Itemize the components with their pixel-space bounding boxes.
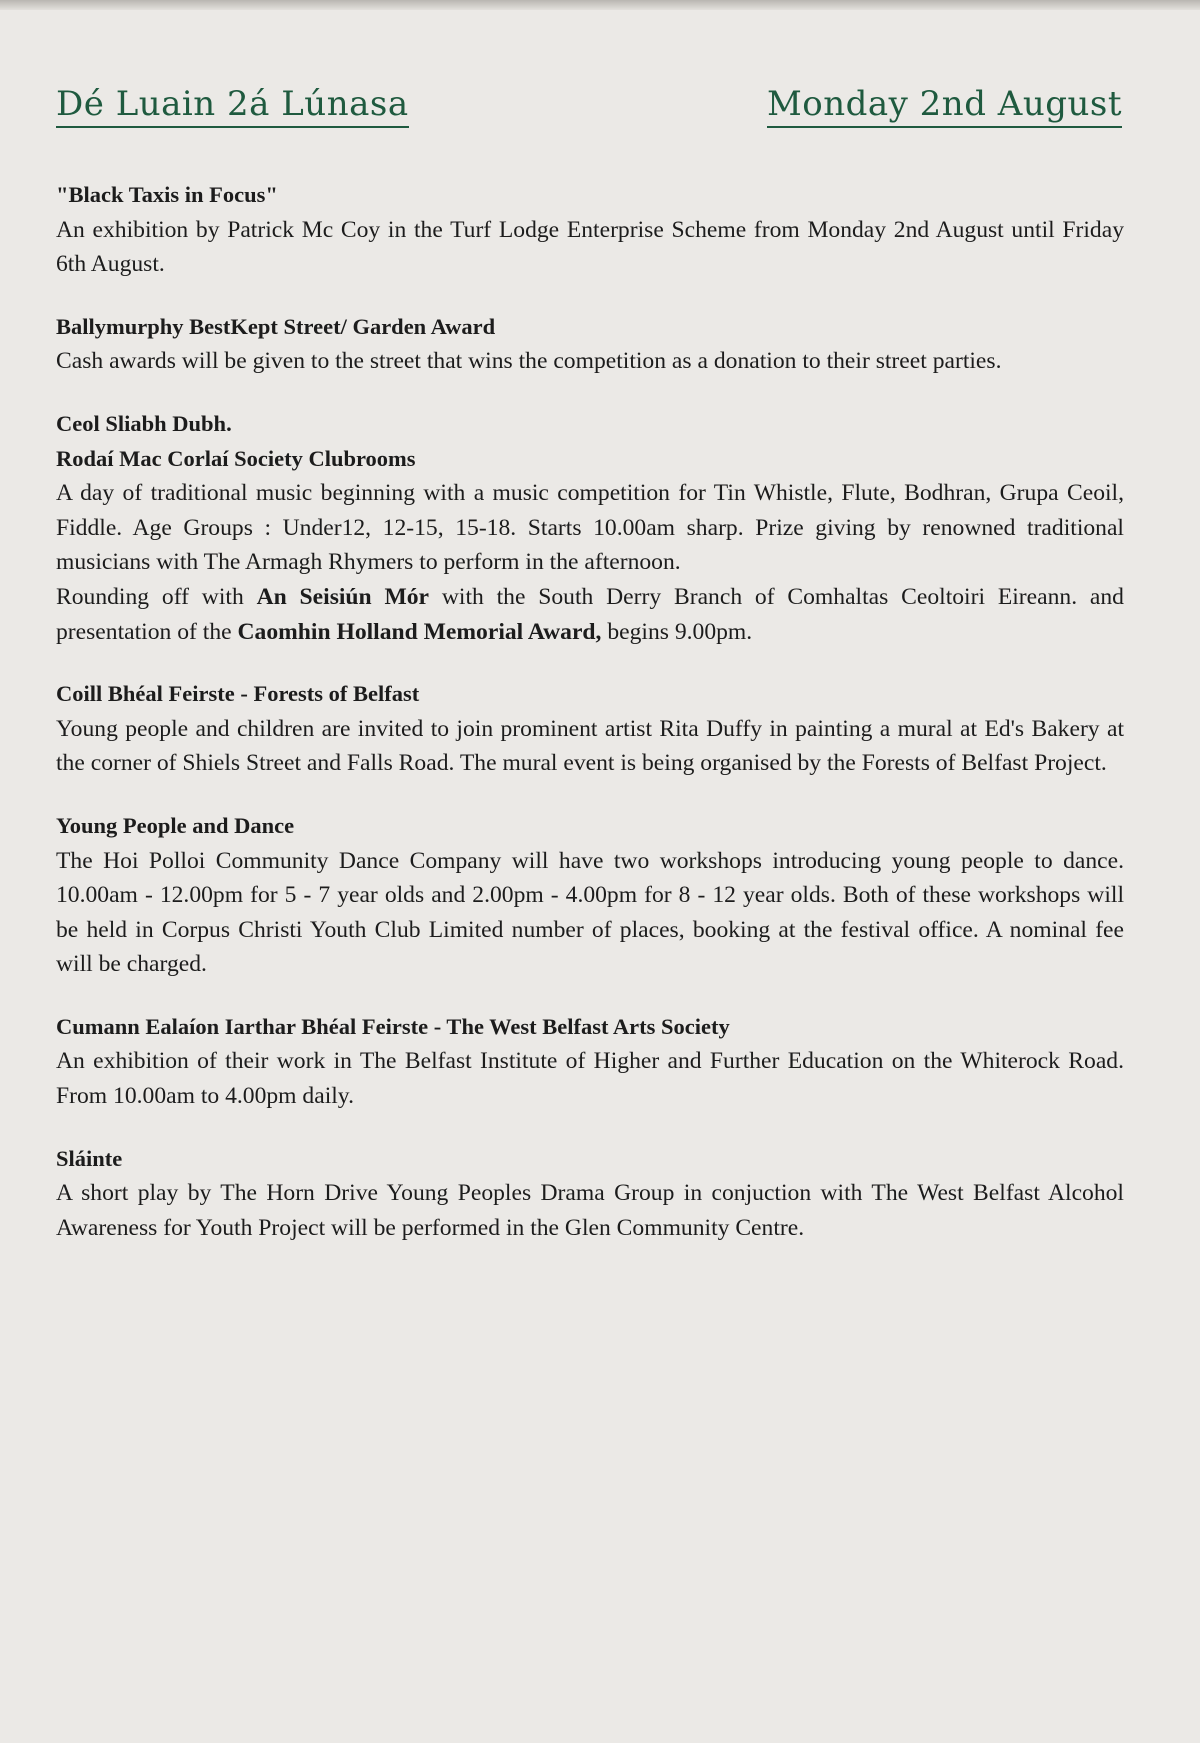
event-entry-black-taxis [56,178,1124,282]
event-title: Ceol Sliabh Dubh. [56,410,232,436]
english-date-heading: Monday 2nd August [767,84,1122,128]
seisiun-name: An Seisiún Mór [256,583,430,610]
event-description: An exhibition of their work in The Belfast Institute of Higher and Further Education on the Whiterock Road. From 10.00am to 4.00pm daily. [56,1048,1124,1110]
text-segment: begins 9.00pm. [601,618,753,645]
page-header [56,84,1122,144]
event-description: A day of traditional music beginning with a music competition for Tin Whistle, Flute, Bodhran, Grupa Ceoil, Fiddle. Age Groups : Under12, 12-15, 15-18. Starts 10.00am sharp. Prize giving by renowned traditional musicians with The Armagh Rhymers to perform in the afternoon. [56,480,1124,576]
event-entry-forests-of-belfast [56,677,1124,781]
event-entry-young-people-dance [56,809,1124,982]
event-description: Cash awards will be given to the street that wins the competition as a donation to their street parties. [56,348,1002,375]
event-description: Young people and children are invited to join prominent artist Rita Duffy in painting a mural at Ed's Bakery at the corner of Shiels Street and Falls Road. The mural event is being organised by the Forests of Belfast Project. [56,715,1124,777]
event-entry-slainte [56,1142,1124,1246]
event-description: A short play by The Horn Drive Young Peoples Drama Group in conjuction with The West Belfast Alcohol Awareness for Youth Project will be performed in the Glen Community Centre. [56,1180,1124,1241]
event-description-continued [56,580,1124,649]
event-description: The Hoi Polloi Community Dance Company will have two workshops introducing young people to dance. 10.00am - 12.00pm for 5 - 7 year olds and 2.00pm - 4.00pm for 8 - 12 year olds. Both of these workshops will be held in Corpus Christi Youth Club Limited number of places, booking at the festival office. A nominal fee will be charged. [56,847,1124,978]
event-description: An exhibition by Patrick Mc Coy in the Turf Lodge Enterprise Scheme from Monday 2nd August until Friday 6th August. [56,216,1124,278]
event-listings [56,178,1124,1273]
event-title: Sláinte [56,1145,123,1171]
event-title: Coill Bhéal Feirste - Forests of Belfast [56,681,420,707]
event-entry-arts-society [56,1010,1124,1114]
event-entry-garden-award [56,310,1124,379]
event-entry-ceol-sliabh-dubh [56,407,1124,649]
event-title: Cumann Ealaíon Iarthar Bhéal Feirste - The West Belfast Arts Society [56,1013,730,1039]
text-segment: Rounding off with [56,583,257,610]
text-segment: with the South Derry Branch of Comhaltas Ceoltoiri Eireann. and presentation of the [56,583,1124,645]
event-venue: Rodaí Mac Corlaí Society Clubrooms [56,445,416,471]
event-title: Young People and Dance [56,812,295,838]
event-title: "Black Taxis in Focus" [56,182,278,207]
event-title: Ballymurphy BestKept Street/ Garden Award [56,313,496,339]
award-name: Caomhin Holland Memorial Award, [237,618,602,645]
irish-date-heading: Dé Luain 2á Lúnasa [56,84,409,128]
